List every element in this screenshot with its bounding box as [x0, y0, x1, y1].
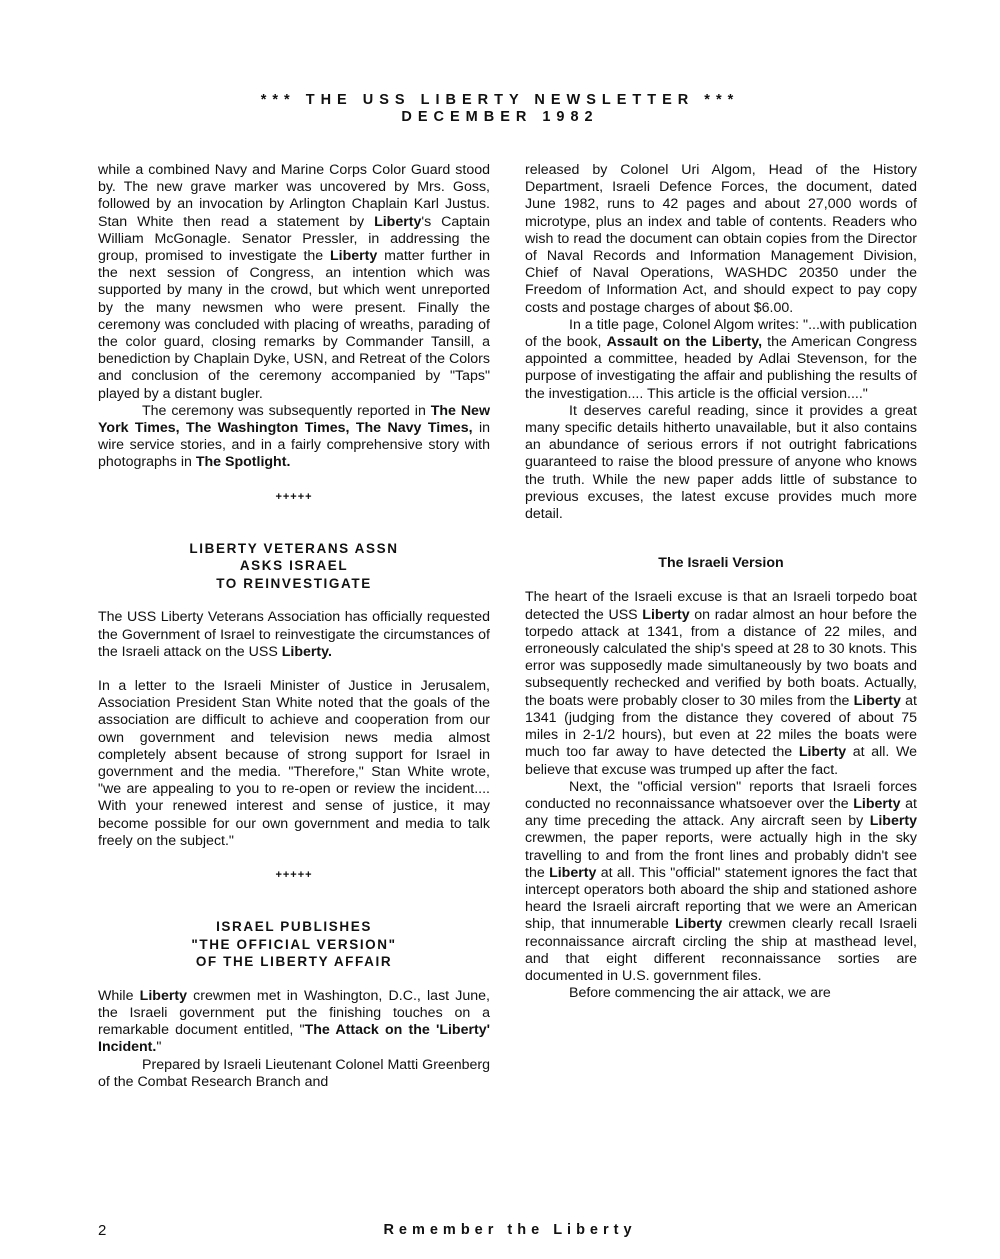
paragraph: Before commencing the air attack, we are — [569, 985, 831, 1002]
article-heading: OF THE LIBERTY AFFAIR — [195, 954, 393, 970]
section-separator: +++++ — [275, 869, 313, 881]
right-column — [525, 162, 917, 1002]
article-heading: ISRAEL PUBLISHES — [216, 919, 372, 935]
article-heading: LIBERTY VETERANS ASSN — [189, 540, 399, 556]
article-heading: "THE OFFICIAL VERSION" — [191, 936, 397, 952]
paragraph: released by Colonel Uri Algom, Head of the History Department, Israeli Defence Forces, the document, dated June 1982, runs to 42 pages and about 27,000 words of microtype, plus an index and table of contents. Readers who wish to read the document can obtain copies from the Director of Naval Records and Information Management Division, Chief of Naval Operations, WASHDC 20350 under the Freedom of Information Act, and should expect to pay copy costs and postage charges of about $6.00. — [525, 162, 917, 316]
article-heading: TO REINVESTIGATE — [216, 575, 372, 591]
paragraph: In a title page, Colonel Algom writes: "...with publication of the book, Assault on the Liberty, the American Congress appointed a committee, headed by Adlai Stevenson, for the purpose of investigating the affair and publishing the results of the investigation.... This article is the official version...." — [525, 316, 917, 402]
paragraph: In a letter to the Israeli Minister of Justice in Jerusalem, Association President Stan White noted that the goals of the association are difficult to achieve and cooperation from our own government and television news media almost completely absent because of strong support for Israel in government and the media. "Therefore," Stan White wrote, "we are appealing to you to re-open or review the incident.... With your renewed interest and sense of justice, it may become possible for our own government and media to talk freely on the subject." — [98, 677, 490, 849]
newsletter-title: *** THE USS LIBERTY NEWSLETTER *** — [260, 92, 740, 108]
paragraph: It deserves careful reading, since it provides a great many specific details hitherto unavailable, but it also contains an abundance of serious errors if not outright fabrications guaranteed to raise the blood pressure of anyone who knows the truth. While the new paper adds little of substance to previous excuses, the latest excuse provides much more detail. — [525, 402, 917, 523]
paragraph: The ceremony was subsequently reported in The New York Times, The Washington Times, The Navy Times, in wire service stories, and in a fairly comprehensive story with photographs in The Spotlight. — [98, 402, 490, 471]
section-subheading: The Israeli Version — [658, 555, 784, 572]
section-separator: +++++ — [275, 490, 313, 503]
masthead — [0, 92, 1000, 126]
page-number: 2 — [98, 1222, 107, 1239]
article-heading: ASKS ISRAEL — [239, 558, 349, 574]
paragraph: The heart of the Israeli excuse is that an Israeli torpedo boat detected the USS Liberty on radar almost an hour before the torpedo attack at 1341, from a distance of 22 miles, and erroneously calculated the ship's speed at 28 to 30 knots. This error was supposedly made simultaneously by two boats and subsequently rechecked and verified by both boats. Actually, the boats were probably closer to 30 miles from the Liberty at 1341 (judging from the distance they covered of about 75 miles in 2-1/2 hours), but even at 22 miles the boats were much too far away to have detected the Liberty at all. We believe that excuse was trumped up after the fact. — [525, 589, 917, 778]
paragraph: While Liberty crewmen met in Washington, D.C., last June, the Israeli government put the finishing touches on a remarkable document entitled, "The Attack on the 'Liberty' Incident." — [98, 987, 490, 1056]
paragraph: The USS Liberty Veterans Association has officially requested the Government of Israel to reinvestigate the circumstances of the Israeli attack on the USS Liberty. — [98, 609, 490, 660]
left-column — [98, 162, 490, 1091]
paragraph: while a combined Navy and Marine Corps Color Guard stood by. The new grave marker was uncovered by Mrs. Goss, followed by an invocation by Arlington Chaplain Karl Justus. Stan White then read a statement by Liberty's Captain William McGonagle. Senator Pressler, in addressing the group, promised to investigate the Liberty matter further in the next session of Congress, an intention which was supported by many in the crowd, but which went unreported by the many newsmen who were present. Finally the ceremony was concluded with placing of wreaths, parading of the color guard, closing remarks by Commander Tansill, a benediction by Chaplain Dyke, USN, and Retreat of the Colors and conclusion of the ceremony accompanied by "Taps" played by a distant bugler. — [98, 162, 490, 402]
paragraph: Prepared by Israeli Lieutenant Colonel Matti Greenberg of the Combat Research Branch and — [98, 1056, 490, 1090]
issue-date: DECEMBER 1982 — [401, 109, 599, 125]
footer-motto: Remember the Liberty — [383, 1222, 637, 1238]
paragraph: Next, the "official version" reports that Israeli forces conducted no reconnaissance whatsoever over the Liberty at any time preceding the attack. Any aircraft seen by Liberty crewmen, the paper reports, were actually high in the sky travelling to and from the front lines and probably didn't see the Liberty at all. This "official" statement ignores the fact that intercept operators both aboard the ship and stationed ashore heard the Israeli aircraft reporting that we were an American ship, that innumerable Liberty crewmen clearly recall Israeli reconnaissance aircraft circling the ship at masthead level, and that eight different reconnaissance sorties are documented in U.S. government files. — [525, 778, 917, 984]
